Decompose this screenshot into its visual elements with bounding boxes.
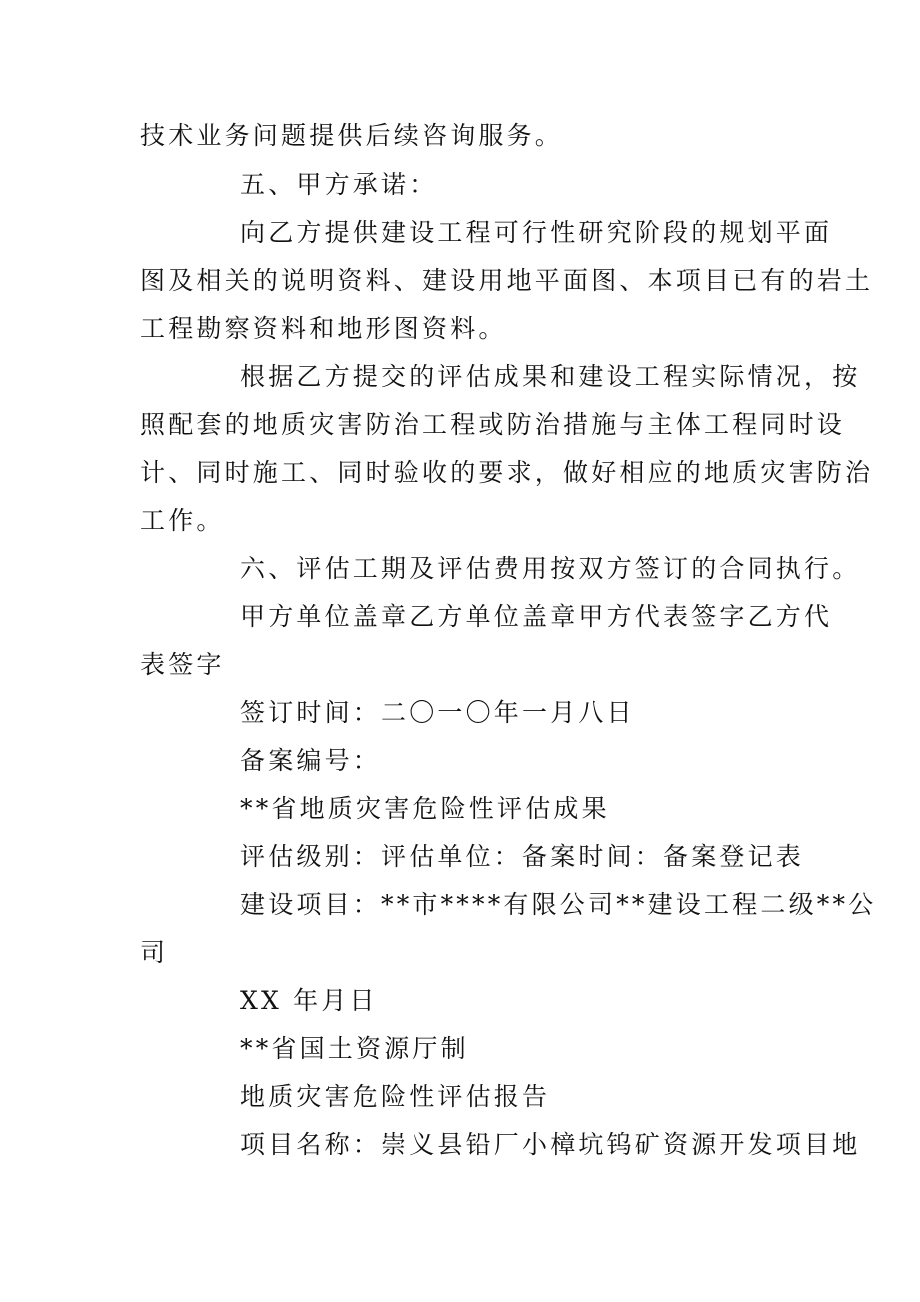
text-line-4: 图及相关的说明资料、建设用地平面图、本项目已有的岩土 xyxy=(140,266,874,295)
text-line-6: 根据乙方提交的评估成果和建设工程实际情况，按 xyxy=(240,362,861,391)
assessment-result-title: **省地质灾害危险性评估成果 xyxy=(240,794,610,823)
section-heading-5: 五、甲方承诺： xyxy=(240,170,438,199)
signing-date: 签订时间：二〇一〇年一月八日 xyxy=(240,698,635,727)
text-line-1: 技术业务问题提供后续咨询服务。 xyxy=(140,121,564,150)
text-line-3: 向乙方提供建设工程可行性研究阶段的规划平面 xyxy=(240,218,833,247)
report-title: 地质灾害危险性评估报告 xyxy=(240,1082,551,1111)
text-line-9: 工作。 xyxy=(140,506,225,535)
construction-project-cont: 司 xyxy=(140,938,169,967)
date-placeholder: XX 年月日 xyxy=(240,986,378,1015)
text-line-5: 工程勘察资料和地形图资料。 xyxy=(140,314,507,343)
record-number: 备案编号： xyxy=(240,746,382,775)
project-name: 项目名称：崇义县铅厂小樟坑钨矿资源开发项目地 xyxy=(240,1130,861,1159)
issuer: **省国土资源厅制 xyxy=(240,1034,469,1063)
construction-project: 建设项目：**市****有限公司**建设工程二级**公 xyxy=(240,890,877,919)
signature-line-cont: 表签字 xyxy=(140,650,225,679)
assessment-fields: 评估级别：评估单位：备案时间：备案登记表 xyxy=(240,842,805,871)
text-line-7: 照配套的地质灾害防治工程或防治措施与主体工程同时设 xyxy=(140,410,846,439)
signature-line: 甲方单位盖章乙方单位盖章甲方代表签字乙方代 xyxy=(240,602,833,631)
text-line-8: 计、同时施工、同时验收的要求，做好相应的地质灾害防治 xyxy=(140,458,874,487)
section-heading-6: 六、评估工期及评估费用按双方签订的合同执行。 xyxy=(240,554,861,583)
